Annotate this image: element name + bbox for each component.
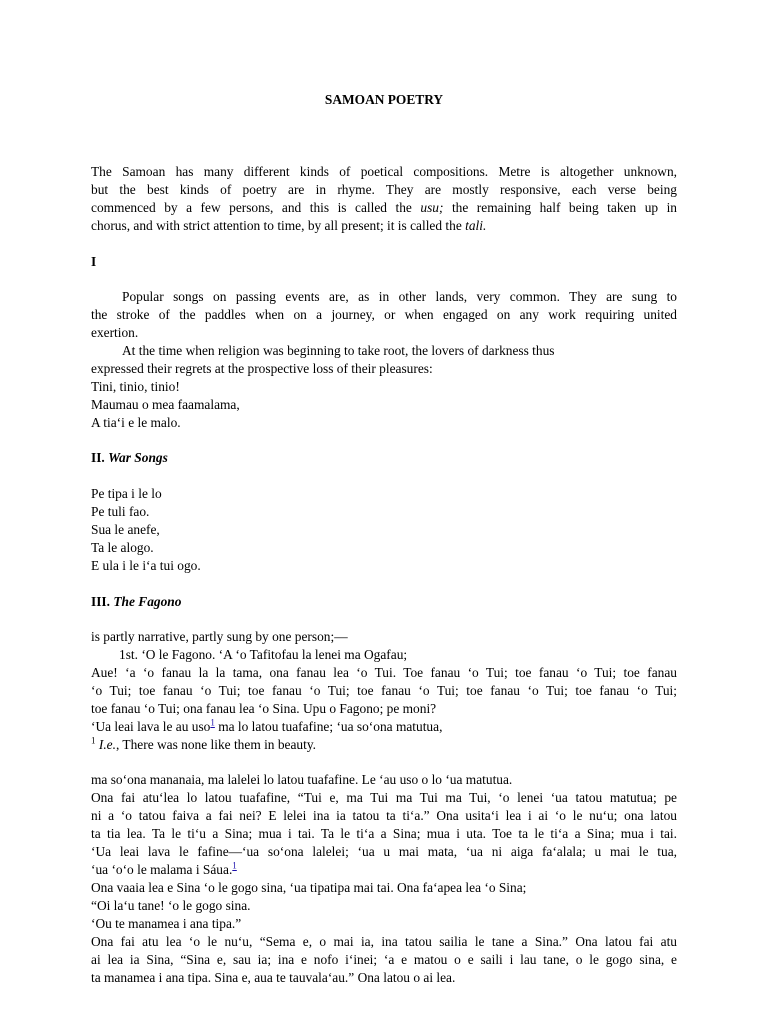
paragraph-line: ta tia lea. Ta le ti‘u a Sina; mua i tai. Ta le ti‘a a Sina; mua i uta. Toe ta le ti‘a a Sina; mua i tai. <box>91 826 677 841</box>
section-heading-iii: III. The Fagono <box>91 594 182 609</box>
fagono-narrative <box>91 771 677 987</box>
page-title: SAMOAN POETRY <box>324 92 444 107</box>
paragraph-line: Aue! ‘a ‘o fanau la la tama, ona fanau lea ‘o Tui. Toe fanau ‘o Tui; toe fanau ‘o Tui; toe fanau <box>91 665 677 680</box>
paragraph-line: Ona fai atu lea ‘o le nu‘u, “Sema e, o mai ia, ina tatou sailia le tane a Sina.” Ona latou fai atu <box>91 934 677 949</box>
footnote-link[interactable]: 1 <box>210 717 215 728</box>
paragraph-line: toe fanau ‘o Tui; ona fanau lea ‘o Sina. Upu o Fagono; pe moni? <box>91 701 437 716</box>
verse-line: “Oi la‘u tane! ‘o le gogo sina. <box>91 898 251 913</box>
paragraph-line: exertion. <box>91 325 139 340</box>
paragraph-line: ni a ‘o tatou faiva a fai nei? E lelei ina ia tatou ta ti‘a.” Ona usita‘i lea i ai ‘o le nu‘u; ona latou <box>91 808 677 823</box>
term-tali: tali. <box>465 218 487 233</box>
verse-line: Ta le alogo. <box>91 540 154 555</box>
paragraph-line: ‘ua ‘o‘o le malama i Sáua.$^1$ <box>91 860 237 877</box>
intro-line: chorus, and with strict attention to time, by all present; it is called the tali. <box>91 218 487 233</box>
intro-line: commenced by a few persons, and this is called the usu; the remaining half being taken up in <box>91 200 678 215</box>
verse-line: ‘Ou te manamea i ana tipa.” <box>91 916 242 931</box>
paragraph-line: Popular songs on passing events are, as in other lands, very common. They are sung to <box>122 289 677 304</box>
footnote-mark: 1 <box>91 735 96 746</box>
paragraph-line: Ona vaaia lea e Sina ‘o le gogo sina, ‘ua tipatipa mai tai. Ona fa‘apea lea ‘o Sina; <box>91 880 527 895</box>
verse-line: A tia‘i e le malo. <box>91 415 181 430</box>
verse-line: Sua le anefe, <box>91 522 160 537</box>
paragraph-line: ai lea ia Sina, “Sina e, sau ia; ina e nofo i‘inei; ‘a e matou o e saili i lau tane, o le gogo sina, e <box>91 952 677 967</box>
fagono-body <box>91 628 677 754</box>
paragraph-line: the stroke of the paddles when on a journey, or when engaged on any work requiring united <box>91 307 677 322</box>
paragraph-line: ma so‘ona mananaia, ma lalelei lo latou tuafafine. Le ‘au uso o lo ‘ua matutua. <box>91 772 513 787</box>
verse-line: Pe tipa i le lo <box>91 486 162 501</box>
section-heading-i: I <box>91 254 97 269</box>
paragraph-line: ‘Ua leai lava le au uso$^1$ ma lo latou tuafafine; ‘ua so‘ona matutua, <box>91 717 443 734</box>
term-usu: usu; <box>420 200 444 215</box>
paragraph-line: ‘o Tui; toe fanau ‘o Tui; toe fanau ‘o Tui; toe fanau ‘o Tui; toe fanau ‘o Tui; toe fanau ‘o Tui; <box>91 683 677 698</box>
verse-line: Maumau o mea faamalama, <box>91 397 240 412</box>
section-i-body <box>91 288 677 432</box>
section-heading-ii: II. War Songs <box>91 450 168 465</box>
intro-line: but the best kinds of poetry are in rhyme. They are mostly responsive, each verse being <box>91 182 677 197</box>
verse-line: Tini, tinio, tinio! <box>91 379 180 394</box>
war-song-verse <box>91 485 677 575</box>
intro-line: The Samoan has many different kinds of poetical compositions. Metre is altogether unknown, <box>91 164 677 179</box>
intro-paragraph <box>91 163 677 235</box>
paragraph-line: Ona fai atu‘lea lo latou tuafafine, “Tui e, ma Tui ma Tui ma Tui, ‘o lenei ‘ua tatou matutua; pe <box>91 790 677 805</box>
paragraph-line: ‘Ua leai lava le fafine—‘ua so‘ona lalelei; ‘ua u mai mata, ‘ua ni aiga fa‘alala; u mai le tua, <box>91 844 677 859</box>
paragraph-line: expressed their regrets at the prospective loss of their pleasures: <box>91 361 433 376</box>
paragraph-line: At the time when religion was beginning to take root, the lovers of darkness thus <box>122 343 555 358</box>
verse-line: E ula i le i‘a tui ogo. <box>91 558 201 573</box>
footnote: $^1$ I.e., There was none like them in beauty. <box>91 735 317 752</box>
footnote-link[interactable]: 1 <box>232 860 237 871</box>
verse-line: Pe tuli fao. <box>91 504 150 519</box>
paragraph-line: is partly narrative, partly sung by one person;— <box>91 629 348 644</box>
paragraph-line: 1st. ‘O le Fagono. ‘A ‘o Tafitofau la lenei ma Ogafau; <box>119 647 408 662</box>
paragraph-line: ta manamea i ana tipa. Sina e, aua te tauvala‘au.” Ona latou o ai lea. <box>91 970 456 985</box>
